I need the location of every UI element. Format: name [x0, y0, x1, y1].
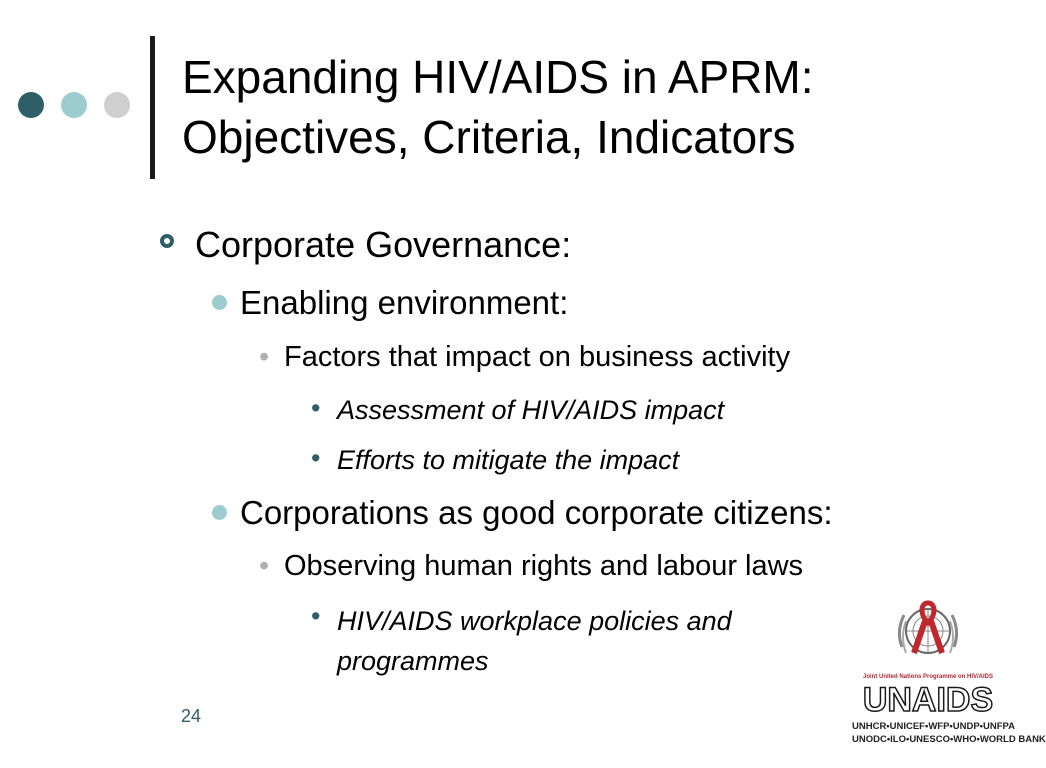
slide-title — [182, 47, 814, 167]
ring-bullet-icon — [160, 234, 174, 248]
bullet-text: Corporate Governance: — [195, 224, 572, 265]
dot-bullet-icon: • — [259, 341, 270, 373]
bullet-text: Observing human rights and labour laws — [284, 550, 804, 582]
bullet-text: Corporations as good corporate citizens: — [240, 494, 833, 531]
light-teal-dot — [61, 92, 87, 118]
dot-bullet-icon: • — [311, 443, 321, 473]
unaids-logo — [852, 597, 1046, 749]
bullet-text: Efforts to mitigate the impact — [337, 445, 680, 475]
bullet-level2-enabling-environment — [212, 284, 568, 322]
bullet-level1-corporate-governance — [160, 224, 571, 266]
dot-bullet-icon: • — [311, 393, 321, 423]
un-emblem-icon — [892, 597, 964, 665]
decorative-dots — [18, 92, 130, 118]
title-line-2: Objectives, Criteria, Indicators — [182, 111, 796, 163]
logo-partners-line-1: UNHCR•UNICEF•WFP•UNDP•UNFPA — [852, 721, 1016, 732]
circle-bullet-icon — [212, 295, 227, 310]
circle-bullet-icon — [212, 505, 227, 520]
bullet-text-line-2: programmes — [337, 646, 489, 676]
bullet-text-line-1: HIV/AIDS workplace policies and — [337, 606, 732, 636]
grey-dot — [104, 92, 130, 118]
bullet-level3-observing — [259, 550, 803, 583]
page-number: 24 — [181, 706, 202, 726]
dot-bullet-icon: • — [259, 550, 270, 582]
logo-partners-line-2: UNODC•ILO•UNESCO•WHO•WORLD BANK — [852, 734, 1046, 745]
bullet-level4-efforts — [311, 443, 679, 477]
bullet-text: Factors that impact on business activity — [284, 341, 791, 373]
logo-wordmark: UNAIDS — [852, 683, 1004, 717]
bullet-text: Enabling environment: — [240, 284, 569, 321]
title-divider-bar — [150, 36, 155, 179]
dot-bullet-icon: • — [311, 601, 321, 631]
bullet-level4-assessment — [311, 393, 724, 427]
title-line-1: Expanding HIV/AIDS in APRM: — [182, 51, 814, 103]
dark-teal-dot — [18, 92, 44, 118]
bullet-level4-workplace-policies — [311, 601, 732, 681]
logo-tagline: Joint United Nations Programme on HIV/AIDS — [862, 674, 993, 680]
bullet-level3-factors — [259, 341, 790, 374]
bullet-level2-corporations — [212, 494, 833, 532]
bullet-text: Assessment of HIV/AIDS impact — [337, 395, 725, 425]
